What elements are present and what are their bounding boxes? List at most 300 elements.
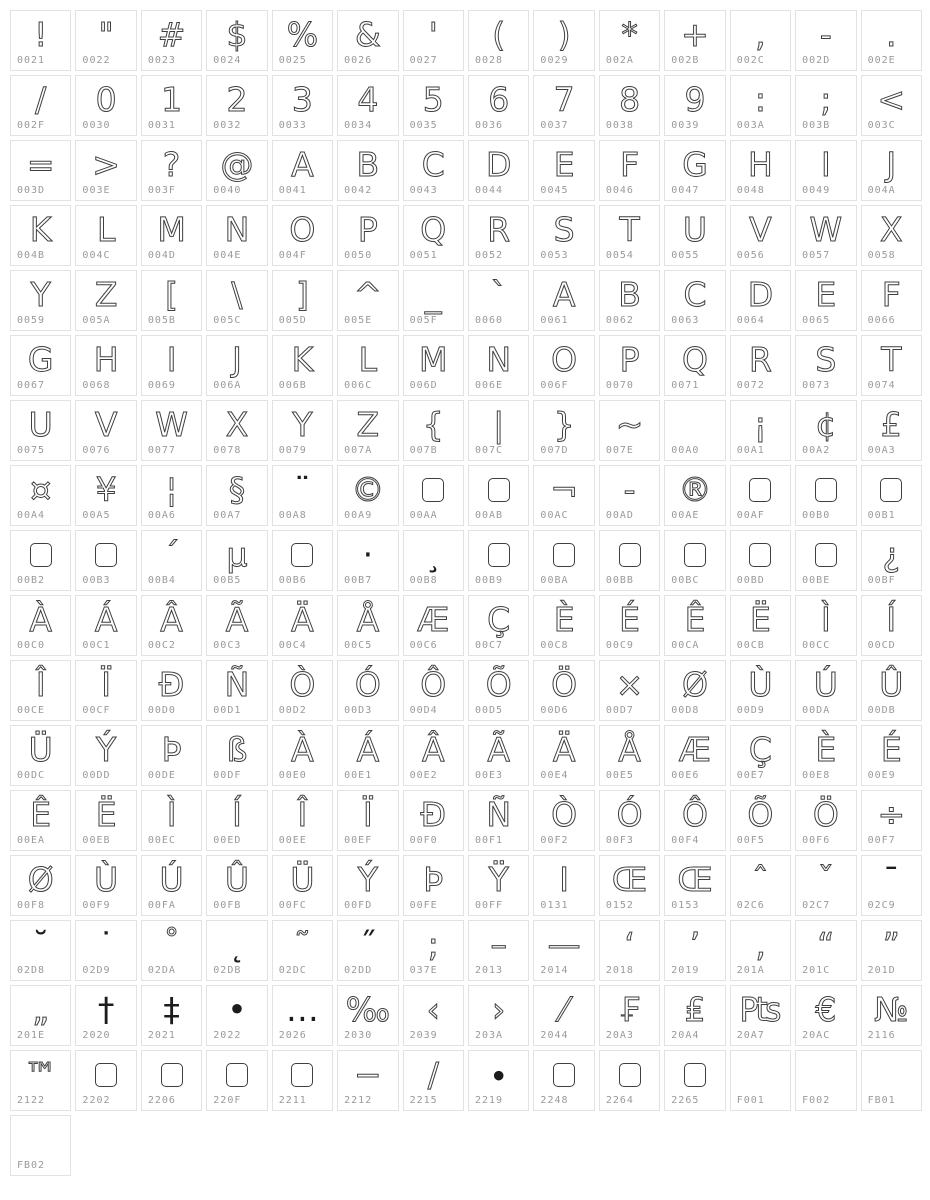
glyph-cell[interactable] — [861, 205, 922, 266]
glyph-cell[interactable] — [468, 920, 529, 981]
notdef-box-icon — [95, 1063, 117, 1087]
glyph-cell[interactable] — [75, 790, 136, 851]
codepoint-label: 005A — [82, 315, 111, 326]
glyph-cell[interactable] — [795, 335, 856, 396]
glyph-cell[interactable] — [403, 400, 464, 461]
glyph-cell[interactable] — [75, 530, 136, 591]
glyph-cell[interactable] — [533, 10, 594, 71]
glyph-cell[interactable] — [75, 10, 136, 71]
glyph-cell[interactable] — [664, 855, 725, 916]
glyph: À — [29, 599, 52, 639]
glyph: , — [755, 14, 766, 54]
glyph-cell[interactable] — [141, 530, 202, 591]
glyph-cell[interactable] — [599, 10, 660, 71]
glyph-cell[interactable] — [75, 920, 136, 981]
glyph-cell[interactable] — [664, 335, 725, 396]
glyph-cell[interactable] — [206, 270, 267, 331]
glyph: Ÿ — [488, 859, 509, 899]
glyph-cell[interactable] — [468, 205, 529, 266]
codepoint-label: 00FC — [278, 900, 307, 911]
glyph: F — [620, 144, 640, 184]
glyph: ˆ — [752, 859, 769, 899]
glyph-cell[interactable] — [10, 465, 71, 526]
glyph-cell[interactable] — [10, 140, 71, 201]
glyph-cell[interactable] — [206, 465, 267, 526]
glyph-cell[interactable] — [533, 530, 594, 591]
glyph-cell[interactable] — [141, 725, 202, 786]
glyph-cell[interactable] — [795, 530, 856, 591]
glyph-cell[interactable] — [272, 855, 333, 916]
glyph-cell[interactable] — [861, 790, 922, 851]
glyph-cell[interactable] — [403, 270, 464, 331]
glyph-cell[interactable] — [664, 985, 725, 1046]
glyph-cell[interactable] — [861, 270, 922, 331]
glyph-cell[interactable] — [730, 465, 791, 526]
glyph-cell[interactable] — [533, 985, 594, 1046]
glyph-cell[interactable] — [141, 790, 202, 851]
codepoint-label: 00D3 — [344, 705, 373, 716]
glyph-cell[interactable] — [272, 400, 333, 461]
glyph-cell[interactable] — [599, 790, 660, 851]
glyph-cell[interactable] — [272, 595, 333, 656]
codepoint-label: 0070 — [605, 380, 634, 391]
glyph-cell[interactable] — [10, 920, 71, 981]
glyph-cell[interactable] — [795, 920, 856, 981]
glyph-cell[interactable] — [533, 855, 594, 916]
glyph-cell[interactable] — [861, 855, 922, 916]
glyph-cell[interactable] — [468, 270, 529, 331]
glyph-cell[interactable] — [272, 10, 333, 71]
glyph-cell[interactable] — [337, 660, 398, 721]
glyph-cell[interactable] — [10, 595, 71, 656]
glyph-cell[interactable] — [206, 985, 267, 1046]
glyph-cell[interactable] — [664, 465, 725, 526]
glyph-cell[interactable] — [272, 270, 333, 331]
glyph-cell[interactable] — [403, 530, 464, 591]
glyph-cell[interactable] — [468, 855, 529, 916]
glyph: ˝ — [359, 924, 377, 964]
glyph-cell[interactable] — [664, 660, 725, 721]
glyph-cell[interactable] — [861, 660, 922, 721]
codepoint-label: 00DE — [147, 770, 176, 781]
glyph-cell[interactable] — [533, 205, 594, 266]
glyph-cell[interactable] — [599, 855, 660, 916]
codepoint-label: 2122 — [17, 1095, 46, 1106]
glyph-cell[interactable] — [795, 465, 856, 526]
glyph-cell[interactable] — [337, 270, 398, 331]
glyph: = — [26, 144, 55, 184]
glyph-cell[interactable] — [730, 270, 791, 331]
glyph-cell[interactable] — [10, 10, 71, 71]
glyph: Ä — [552, 729, 576, 769]
glyph-cell[interactable] — [141, 660, 202, 721]
glyph-cell[interactable] — [206, 400, 267, 461]
glyph-cell[interactable] — [730, 595, 791, 656]
glyph-cell[interactable] — [403, 660, 464, 721]
glyph-cell[interactable] — [468, 75, 529, 136]
glyph-cell[interactable] — [468, 400, 529, 461]
glyph-cell[interactable] — [468, 790, 529, 851]
glyph-cell[interactable] — [403, 595, 464, 656]
codepoint-label: 00AD — [605, 510, 634, 521]
codepoint-label: 2021 — [147, 1030, 176, 1041]
glyph-cell[interactable] — [795, 595, 856, 656]
glyph-cell[interactable] — [10, 205, 71, 266]
glyph-cell[interactable] — [10, 270, 71, 331]
glyph-cell[interactable] — [730, 725, 791, 786]
glyph-cell[interactable] — [141, 10, 202, 71]
glyph-cell[interactable] — [664, 530, 725, 591]
glyph-cell[interactable] — [861, 335, 922, 396]
glyph-cell[interactable] — [337, 530, 398, 591]
glyph-cell[interactable] — [664, 1050, 725, 1111]
glyph-cell[interactable] — [272, 985, 333, 1046]
glyph-cell[interactable] — [337, 985, 398, 1046]
glyph-cell[interactable] — [533, 595, 594, 656]
glyph-cell[interactable] — [599, 595, 660, 656]
glyph: È — [815, 729, 837, 769]
glyph-cell[interactable] — [795, 660, 856, 721]
glyph-cell[interactable] — [206, 855, 267, 916]
glyph: ? — [162, 144, 181, 184]
glyph-cell[interactable] — [533, 465, 594, 526]
glyph-cell[interactable] — [599, 660, 660, 721]
glyph-cell[interactable] — [141, 920, 202, 981]
glyph: ∕ — [427, 1054, 439, 1094]
glyph: R — [748, 339, 772, 379]
glyph-cell[interactable] — [533, 140, 594, 201]
glyph-cell[interactable] — [337, 335, 398, 396]
glyph-cell[interactable] — [10, 335, 71, 396]
glyph-cell[interactable] — [337, 140, 398, 201]
glyph-cell[interactable] — [599, 530, 660, 591]
glyph-cell[interactable] — [730, 400, 791, 461]
glyph-cell[interactable] — [533, 400, 594, 461]
glyph-cell[interactable] — [75, 140, 136, 201]
codepoint-label: 0026 — [344, 55, 373, 66]
glyph-cell[interactable] — [337, 725, 398, 786]
glyph-cell[interactable] — [795, 140, 856, 201]
glyph-cell[interactable] — [206, 595, 267, 656]
codepoint-label: 00BD — [736, 575, 765, 586]
glyph-cell[interactable] — [206, 75, 267, 136]
glyph-cell[interactable] — [75, 1050, 136, 1111]
glyph-cell[interactable] — [206, 1050, 267, 1111]
glyph-cell[interactable] — [337, 855, 398, 916]
glyph-cell[interactable] — [730, 140, 791, 201]
glyph-cell[interactable] — [272, 465, 333, 526]
glyph-cell[interactable] — [75, 595, 136, 656]
glyph-cell[interactable] — [272, 75, 333, 136]
glyph-cell[interactable] — [141, 465, 202, 526]
glyph-cell[interactable] — [272, 335, 333, 396]
codepoint-label: 00F1 — [474, 835, 504, 846]
glyph-cell[interactable] — [599, 205, 660, 266]
glyph: I — [559, 859, 569, 899]
glyph-cell[interactable] — [664, 10, 725, 71]
glyph-cell[interactable] — [664, 725, 725, 786]
glyph-cell[interactable] — [403, 140, 464, 201]
glyph-cell[interactable] — [75, 270, 136, 331]
glyph-cell[interactable] — [730, 660, 791, 721]
glyph-cell[interactable] — [861, 140, 922, 201]
glyph-cell[interactable] — [272, 660, 333, 721]
glyph-cell[interactable] — [206, 530, 267, 591]
glyph-cell[interactable] — [403, 920, 464, 981]
glyph-cell[interactable] — [664, 270, 725, 331]
codepoint-label: 004D — [147, 250, 176, 261]
glyph-cell[interactable] — [533, 660, 594, 721]
glyph-cell[interactable] — [533, 75, 594, 136]
glyph-cell[interactable] — [730, 10, 791, 71]
glyph-cell[interactable] — [10, 855, 71, 916]
glyph-cell[interactable] — [533, 335, 594, 396]
glyph-cell[interactable] — [664, 790, 725, 851]
glyph-cell[interactable] — [795, 855, 856, 916]
codepoint-label: 00F5 — [736, 835, 765, 846]
glyph-cell[interactable] — [337, 790, 398, 851]
glyph-cell[interactable] — [272, 205, 333, 266]
glyph-cell[interactable] — [599, 985, 660, 1046]
glyph-cell[interactable] — [664, 920, 725, 981]
glyph-cell[interactable] — [141, 400, 202, 461]
glyph-cell[interactable] — [861, 10, 922, 71]
glyph-cell[interactable] — [206, 790, 267, 851]
glyph-cell[interactable] — [664, 140, 725, 201]
glyph-cell[interactable] — [468, 725, 529, 786]
glyph-cell[interactable] — [861, 595, 922, 656]
glyph-cell[interactable] — [664, 595, 725, 656]
glyph: 9 — [684, 79, 706, 119]
glyph-cell[interactable] — [206, 205, 267, 266]
glyph-cell[interactable] — [141, 270, 202, 331]
glyph-cell[interactable] — [10, 400, 71, 461]
glyph: F — [881, 274, 901, 314]
glyph-cell[interactable] — [141, 335, 202, 396]
glyph-cell[interactable] — [795, 985, 856, 1046]
glyph-cell[interactable] — [272, 530, 333, 591]
glyph-cell[interactable] — [403, 335, 464, 396]
glyph-cell[interactable] — [141, 595, 202, 656]
glyph-cell[interactable] — [403, 205, 464, 266]
glyph-cell[interactable] — [272, 920, 333, 981]
glyph: ¤ — [30, 469, 52, 509]
glyph-cell[interactable] — [141, 75, 202, 136]
glyph-cell[interactable] — [468, 1050, 529, 1111]
glyph-cell[interactable] — [337, 10, 398, 71]
codepoint-label: 0045 — [540, 185, 569, 196]
glyph: ˘ — [32, 924, 49, 964]
glyph-cell[interactable] — [861, 465, 922, 526]
codepoint-label: 0021 — [17, 55, 46, 66]
glyph: & — [354, 14, 381, 54]
glyph-cell[interactable] — [337, 400, 398, 461]
codepoint-label: 00C4 — [278, 640, 307, 651]
codepoint-label: 0057 — [802, 250, 831, 261]
glyph-cell[interactable] — [795, 205, 856, 266]
glyph-cell[interactable] — [141, 140, 202, 201]
codepoint-label: 0043 — [409, 185, 438, 196]
glyph-cell[interactable] — [533, 920, 594, 981]
glyph-cell[interactable] — [599, 920, 660, 981]
glyph-cell[interactable] — [795, 400, 856, 461]
glyph-cell[interactable] — [730, 530, 791, 591]
codepoint-label: 0054 — [605, 250, 634, 261]
glyph-cell[interactable] — [468, 140, 529, 201]
glyph-cell[interactable] — [861, 75, 922, 136]
glyph-cell[interactable] — [468, 985, 529, 1046]
notdef-box-icon — [815, 478, 837, 502]
glyph-cell[interactable] — [10, 725, 71, 786]
glyph-cell[interactable] — [664, 75, 725, 136]
glyph-cell[interactable] — [730, 75, 791, 136]
glyph: ‰ — [345, 989, 390, 1029]
glyph-cell[interactable] — [403, 790, 464, 851]
glyph-cell[interactable] — [599, 335, 660, 396]
glyph-cell[interactable] — [272, 140, 333, 201]
glyph: Ç — [748, 729, 772, 769]
glyph-cell[interactable] — [337, 205, 398, 266]
glyph-cell[interactable] — [468, 335, 529, 396]
glyph-cell[interactable] — [730, 1050, 791, 1111]
glyph-cell[interactable] — [664, 205, 725, 266]
glyph-cell[interactable] — [206, 920, 267, 981]
codepoint-label: 0051 — [409, 250, 438, 261]
codepoint-label: 00F8 — [17, 900, 46, 911]
codepoint-label: 00A6 — [147, 510, 176, 521]
glyph: Ù — [94, 859, 119, 899]
glyph-cell[interactable] — [795, 10, 856, 71]
glyph-cell[interactable] — [664, 400, 725, 461]
glyph-cell[interactable] — [468, 660, 529, 721]
glyph-cell[interactable] — [861, 1050, 922, 1111]
glyph-cell[interactable] — [730, 790, 791, 851]
glyph-cell[interactable] — [599, 140, 660, 201]
glyph-cell[interactable] — [337, 1050, 398, 1111]
glyph-cell[interactable] — [403, 725, 464, 786]
glyph-cell[interactable] — [75, 660, 136, 721]
glyph-cell[interactable] — [206, 140, 267, 201]
glyph-cell[interactable] — [599, 465, 660, 526]
glyph-cell[interactable] — [206, 335, 267, 396]
glyph-cell[interactable] — [730, 855, 791, 916]
glyph-cell[interactable] — [730, 205, 791, 266]
glyph-cell[interactable] — [10, 75, 71, 136]
glyph-cell[interactable] — [141, 205, 202, 266]
glyph-cell[interactable] — [403, 75, 464, 136]
glyph-cell[interactable] — [795, 1050, 856, 1111]
codepoint-label: 0053 — [540, 250, 569, 261]
codepoint-label: 00C2 — [147, 640, 176, 651]
glyph-cell[interactable] — [337, 75, 398, 136]
glyph-cell[interactable] — [10, 790, 71, 851]
glyph-cell[interactable] — [795, 270, 856, 331]
glyph-cell[interactable] — [403, 1050, 464, 1111]
glyph-cell[interactable] — [403, 855, 464, 916]
glyph-cell[interactable] — [533, 725, 594, 786]
glyph: Ã — [225, 599, 249, 639]
glyph-cell[interactable] — [75, 725, 136, 786]
glyph-cell[interactable] — [468, 595, 529, 656]
glyph-cell[interactable] — [861, 725, 922, 786]
glyph-cell[interactable] — [599, 725, 660, 786]
glyph-cell[interactable] — [206, 10, 267, 71]
glyph: Ú — [813, 664, 838, 704]
glyph-cell[interactable] — [75, 465, 136, 526]
glyph-cell[interactable] — [206, 725, 267, 786]
glyph-cell[interactable] — [75, 400, 136, 461]
glyph: ] — [295, 274, 309, 314]
glyph-cell[interactable] — [403, 10, 464, 71]
glyph-cell[interactable] — [403, 465, 464, 526]
glyph-cell[interactable] — [533, 1050, 594, 1111]
glyph-cell[interactable] — [468, 465, 529, 526]
glyph-cell[interactable] — [141, 855, 202, 916]
glyph-cell[interactable] — [599, 1050, 660, 1111]
glyph-cell[interactable] — [10, 660, 71, 721]
glyph-cell[interactable] — [795, 75, 856, 136]
glyph-cell[interactable] — [403, 985, 464, 1046]
glyph: H — [748, 144, 773, 184]
notdef-box-icon — [422, 478, 444, 502]
glyph-cell[interactable] — [206, 660, 267, 721]
glyph-cell[interactable] — [75, 335, 136, 396]
missing-glyph-box — [76, 1051, 135, 1095]
glyph-cell[interactable] — [337, 595, 398, 656]
glyph-cell[interactable] — [861, 985, 922, 1046]
glyph-cell[interactable] — [468, 10, 529, 71]
glyph-cell[interactable] — [533, 270, 594, 331]
glyph-cell[interactable] — [272, 725, 333, 786]
glyph-cell[interactable] — [75, 205, 136, 266]
codepoint-label: 0052 — [474, 250, 504, 261]
glyph-cell[interactable] — [599, 400, 660, 461]
glyph-cell[interactable] — [10, 1115, 71, 1176]
glyph-cell[interactable] — [730, 335, 791, 396]
glyph-cell[interactable] — [599, 270, 660, 331]
glyph-cell[interactable] — [337, 465, 398, 526]
glyph-cell[interactable] — [75, 985, 136, 1046]
notdef-box-icon — [226, 1063, 248, 1087]
glyph-cell[interactable] — [141, 1050, 202, 1111]
glyph-cell[interactable] — [337, 920, 398, 981]
glyph-cell[interactable] — [141, 985, 202, 1046]
glyph-cell[interactable] — [861, 920, 922, 981]
glyph-cell[interactable] — [272, 790, 333, 851]
glyph-cell[interactable] — [730, 920, 791, 981]
glyph-cell[interactable] — [75, 855, 136, 916]
glyph-cell[interactable] — [10, 1050, 71, 1111]
glyph-cell[interactable] — [599, 75, 660, 136]
glyph: U — [28, 404, 53, 444]
glyph: Þ — [161, 729, 182, 769]
glyph-cell[interactable] — [795, 790, 856, 851]
glyph-cell[interactable] — [10, 985, 71, 1046]
glyph-cell[interactable] — [861, 530, 922, 591]
glyph: ˜ — [294, 924, 311, 964]
glyph-cell[interactable] — [468, 530, 529, 591]
codepoint-label: 00BC — [671, 575, 700, 586]
glyph-cell[interactable] — [75, 75, 136, 136]
glyph-cell[interactable] — [272, 1050, 333, 1111]
glyph-cell[interactable] — [10, 530, 71, 591]
glyph-cell[interactable] — [861, 400, 922, 461]
glyph: ∙ — [488, 1054, 510, 1094]
glyph-cell[interactable] — [795, 725, 856, 786]
glyph: ¬ — [550, 469, 578, 509]
glyph-cell[interactable] — [730, 985, 791, 1046]
glyph-cell[interactable] — [533, 790, 594, 851]
